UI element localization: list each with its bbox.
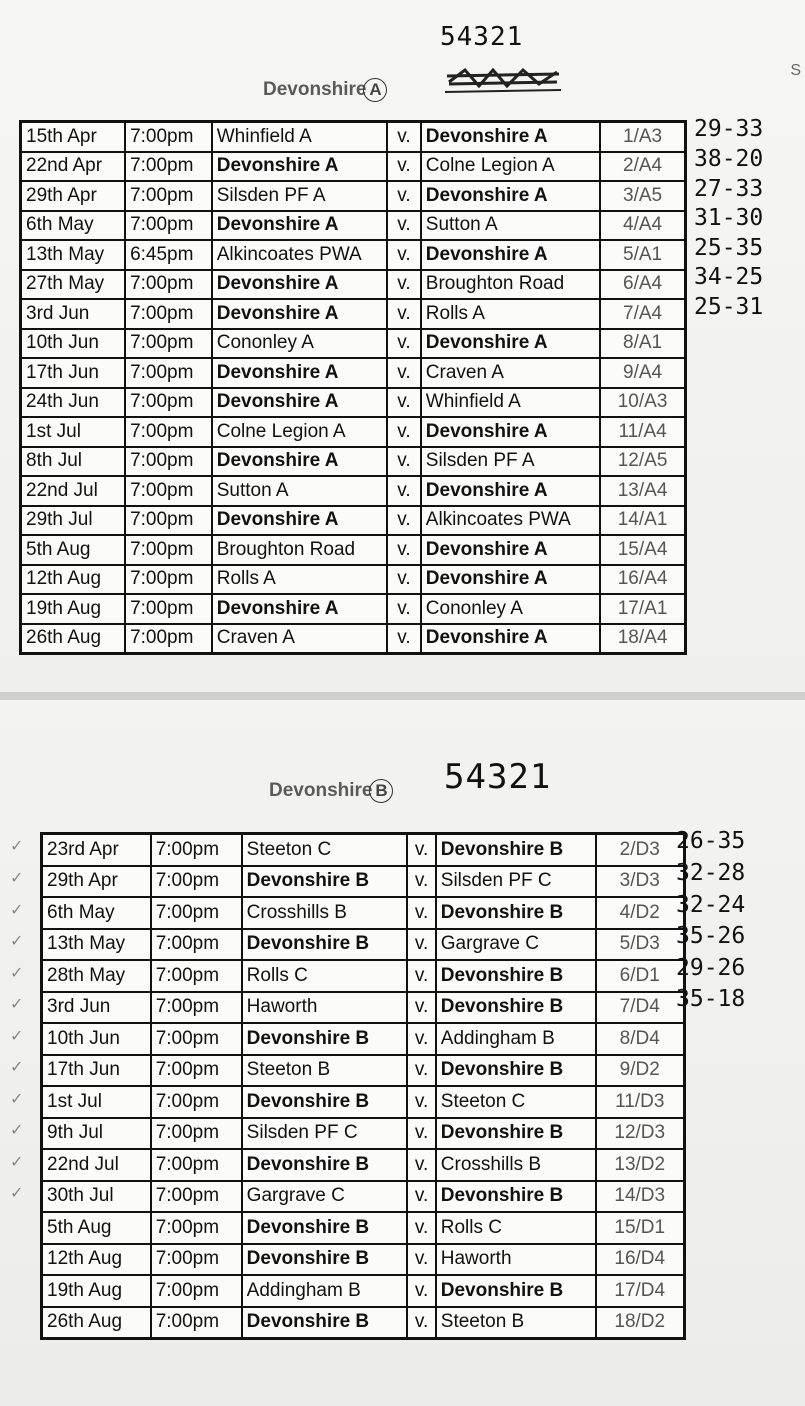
versus-label: v. (407, 1149, 435, 1181)
away-team: Devonshire A (421, 240, 600, 270)
fixture-date: 10th Jun (42, 1023, 151, 1055)
fixture-time: 7:00pm (151, 1023, 242, 1055)
fixture-ref: 16/D4 (596, 1244, 685, 1276)
fixture-date: 8th Jul (21, 447, 126, 477)
home-team: Devonshire B (242, 1149, 408, 1181)
tick-mark-icon: ✓ (10, 963, 24, 982)
fixture-date: 9th Jul (42, 1118, 151, 1150)
fixture-date: 1st Jul (42, 1086, 151, 1118)
fixture-ref: 2/A4 (600, 152, 685, 182)
fixture-ref: 16/A4 (600, 565, 685, 595)
fixture-date: 6th May (21, 211, 126, 241)
fixture-date: 23rd Apr (42, 834, 151, 866)
home-team: Devonshire A (212, 299, 387, 329)
fixture-time: 7:00pm (151, 897, 242, 929)
fixture-row (42, 1212, 685, 1244)
fixture-row (42, 1275, 685, 1307)
fixture-row (42, 992, 685, 1024)
tick-mark-icon: ✓ (10, 1057, 24, 1076)
versus-label: v. (387, 152, 421, 182)
away-team: Devonshire A (421, 329, 600, 359)
fixture-date: 30th Jul (42, 1181, 151, 1213)
handwritten-score: 29-26 (676, 955, 746, 981)
fixture-row (21, 506, 686, 536)
tick-mark-icon: ✓ (10, 868, 24, 887)
handwritten-score: 29-33 (694, 116, 764, 142)
versus-label: v. (407, 1181, 435, 1213)
home-team: Devonshire A (212, 594, 387, 624)
handwritten-score: 32-24 (676, 892, 746, 918)
away-team: Whinfield A (421, 388, 600, 418)
fixture-row (21, 240, 686, 270)
fixture-row (42, 866, 685, 898)
handwritten-score: 25-31 (694, 294, 764, 320)
fixture-time: 7:00pm (125, 447, 212, 477)
fixture-row (21, 181, 686, 211)
fixture-row (42, 929, 685, 961)
handwritten-score: 38-20 (694, 146, 764, 172)
versus-label: v. (407, 1212, 435, 1244)
fixture-ref: 7/D4 (596, 992, 685, 1024)
fixture-time: 7:00pm (125, 388, 212, 418)
fixture-ref: 9/A4 (600, 358, 685, 388)
home-team: Addingham B (242, 1275, 408, 1307)
fixture-time: 7:00pm (151, 1181, 242, 1213)
away-team: Devonshire A (421, 565, 600, 595)
home-team: Silsden PF C (242, 1118, 408, 1150)
fixture-ref: 17/D4 (596, 1275, 685, 1307)
away-team: Sutton A (421, 211, 600, 241)
away-team: Devonshire B (436, 1055, 596, 1087)
fixture-row (21, 624, 686, 654)
fixture-row (21, 152, 686, 182)
fixture-date: 26th Aug (42, 1307, 151, 1339)
edge-mark: S (790, 62, 801, 79)
fixture-time: 7:00pm (125, 299, 212, 329)
away-team: Devonshire B (436, 897, 596, 929)
handwritten-score: 35-26 (676, 923, 746, 949)
away-team: Alkincoates PWA (421, 506, 600, 536)
fixture-time: 7:00pm (151, 992, 242, 1024)
fixture-row (21, 447, 686, 477)
handwritten-score: 26-35 (676, 828, 746, 854)
home-team: Cononley A (212, 329, 387, 359)
fixture-date: 22nd Jul (21, 476, 126, 506)
fixture-time: 7:00pm (151, 960, 242, 992)
fixture-date: 6th May (42, 897, 151, 929)
fixture-ref: 12/D3 (596, 1118, 685, 1150)
home-team: Steeton B (242, 1055, 408, 1087)
fixture-date: 19th Aug (21, 594, 126, 624)
home-team: Devonshire A (212, 506, 387, 536)
home-team: Rolls C (242, 960, 408, 992)
fixture-ref: 18/A4 (600, 624, 685, 654)
fixture-time: 7:00pm (151, 1149, 242, 1181)
fixture-row (21, 417, 686, 447)
home-team: Devonshire A (212, 211, 387, 241)
fixture-row (21, 299, 686, 329)
tick-mark-icon: ✓ (10, 931, 24, 950)
fixture-sheet-b (0, 700, 805, 1406)
versus-label: v. (387, 565, 421, 595)
versus-label: v. (407, 897, 435, 929)
versus-label: v. (387, 358, 421, 388)
fixture-date: 5th Aug (21, 535, 126, 565)
fixture-date: 17th Jun (42, 1055, 151, 1087)
home-team: Devonshire B (242, 866, 408, 898)
versus-label: v. (387, 388, 421, 418)
fixture-date: 10th Jun (21, 329, 126, 359)
fixture-row (42, 1118, 685, 1150)
home-team: Devonshire A (212, 447, 387, 477)
versus-label: v. (387, 299, 421, 329)
away-team: Silsden PF A (421, 447, 600, 477)
tick-mark-icon: ✓ (10, 1183, 24, 1202)
away-team: Rolls C (436, 1212, 596, 1244)
versus-label: v. (387, 240, 421, 270)
fixture-row (21, 211, 686, 241)
fixture-time: 7:00pm (125, 565, 212, 595)
versus-label: v. (407, 1244, 435, 1276)
away-team: Devonshire A (421, 122, 600, 152)
home-team: Devonshire B (242, 1023, 408, 1055)
home-team: Devonshire B (242, 1244, 408, 1276)
fixture-time: 7:00pm (151, 834, 242, 866)
fixture-ref: 3/A5 (600, 181, 685, 211)
handwritten-score: 31-30 (694, 205, 764, 231)
fixture-row (42, 1149, 685, 1181)
fixture-table-a (19, 120, 687, 655)
fixture-ref: 11/D3 (596, 1086, 685, 1118)
fixture-row (21, 565, 686, 595)
fixture-ref: 14/D3 (596, 1181, 685, 1213)
fixture-ref: 13/D2 (596, 1149, 685, 1181)
fixture-ref: 4/D2 (596, 897, 685, 929)
fixture-ref: 2/D3 (596, 834, 685, 866)
fixture-date: 13th May (21, 240, 126, 270)
away-team: Gargrave C (436, 929, 596, 961)
versus-label: v. (387, 447, 421, 477)
away-team: Devonshire B (436, 960, 596, 992)
fixture-row (42, 897, 685, 929)
fixture-row (21, 358, 686, 388)
fixture-ref: 5/D3 (596, 929, 685, 961)
fixture-row (42, 960, 685, 992)
sheet-a-title (263, 78, 387, 102)
fixture-time: 7:00pm (151, 1086, 242, 1118)
fixture-row (42, 1023, 685, 1055)
fixture-date: 22nd Jul (42, 1149, 151, 1181)
fixture-time: 7:00pm (125, 417, 212, 447)
fixture-date: 28th May (42, 960, 151, 992)
fixture-row (42, 1181, 685, 1213)
home-team: Silsden PF A (212, 181, 387, 211)
home-team: Alkincoates PWA (212, 240, 387, 270)
versus-label: v. (387, 476, 421, 506)
home-team: Craven A (212, 624, 387, 654)
versus-label: v. (387, 417, 421, 447)
tick-mark-icon: ✓ (10, 900, 24, 919)
fixture-table-b (40, 832, 686, 1340)
versus-label: v. (407, 1275, 435, 1307)
versus-label: v. (387, 535, 421, 565)
fixture-time: 7:00pm (125, 122, 212, 152)
fixture-ref: 8/D4 (596, 1023, 685, 1055)
away-team: Devonshire A (421, 624, 600, 654)
fixture-date: 26th Aug (21, 624, 126, 654)
fixture-ref: 15/A4 (600, 535, 685, 565)
home-team: Devonshire A (212, 388, 387, 418)
away-team: Devonshire A (421, 535, 600, 565)
home-team: Whinfield A (212, 122, 387, 152)
fixture-time: 7:00pm (125, 152, 212, 182)
tick-mark-icon: ✓ (10, 1152, 24, 1171)
fixture-ref: 18/D2 (596, 1307, 685, 1339)
fixture-ref: 6/A4 (600, 270, 685, 300)
versus-label: v. (387, 270, 421, 300)
versus-label: v. (387, 624, 421, 654)
home-team: Crosshills B (242, 897, 408, 929)
home-team: Devonshire A (212, 358, 387, 388)
versus-label: v. (407, 1307, 435, 1339)
versus-label: v. (407, 1055, 435, 1087)
fixture-ref: 12/A5 (600, 447, 685, 477)
fixture-time: 7:00pm (151, 1055, 242, 1087)
fixture-time: 7:00pm (151, 1118, 242, 1150)
home-team: Devonshire B (242, 1086, 408, 1118)
fixture-ref: 8/A1 (600, 329, 685, 359)
handwritten-score: 34-25 (694, 264, 764, 290)
home-team: Colne Legion A (212, 417, 387, 447)
fixture-ref: 15/D1 (596, 1212, 685, 1244)
versus-label: v. (407, 866, 435, 898)
fixture-ref: 17/A1 (600, 594, 685, 624)
versus-label: v. (407, 1086, 435, 1118)
fixture-time: 7:00pm (125, 624, 212, 654)
fixture-row (21, 329, 686, 359)
fixture-time: 7:00pm (125, 535, 212, 565)
versus-label: v. (387, 329, 421, 359)
versus-label: v. (387, 506, 421, 536)
sheet-b-title (269, 779, 393, 803)
fixture-ref: 10/A3 (600, 388, 685, 418)
fixture-row (21, 122, 686, 152)
home-team: Sutton A (212, 476, 387, 506)
home-team: Gargrave C (242, 1181, 408, 1213)
away-team: Steeton C (436, 1086, 596, 1118)
handwritten-score: 25-35 (694, 235, 764, 261)
tick-mark-icon: ✓ (10, 994, 24, 1013)
home-team: Rolls A (212, 565, 387, 595)
away-team: Devonshire B (436, 992, 596, 1024)
fixture-time: 7:00pm (151, 1244, 242, 1276)
home-team: Devonshire A (212, 270, 387, 300)
scribbled-out-text (445, 62, 563, 96)
home-team: Devonshire B (242, 929, 408, 961)
fixture-row (42, 1307, 685, 1339)
fixture-ref: 3/D3 (596, 866, 685, 898)
handwritten-order-a: 54321 (440, 22, 524, 52)
fixture-time: 7:00pm (125, 506, 212, 536)
away-team: Devonshire B (436, 1118, 596, 1150)
fixture-row (21, 476, 686, 506)
away-team: Haworth (436, 1244, 596, 1276)
fixture-ref: 14/A1 (600, 506, 685, 536)
versus-label: v. (387, 211, 421, 241)
handwritten-score: 27-33 (694, 176, 764, 202)
away-team: Craven A (421, 358, 600, 388)
away-team: Devonshire A (421, 476, 600, 506)
fixture-time: 7:00pm (125, 329, 212, 359)
away-team: Devonshire A (421, 417, 600, 447)
away-team: Devonshire B (436, 1275, 596, 1307)
fixture-date: 24th Jun (21, 388, 126, 418)
fixture-date: 15th Apr (21, 122, 126, 152)
fixture-row (21, 535, 686, 565)
title-text: Devonshire (269, 780, 373, 801)
fixture-row (21, 594, 686, 624)
fixture-ref: 13/A4 (600, 476, 685, 506)
fixture-row (42, 1086, 685, 1118)
away-team: Addingham B (436, 1023, 596, 1055)
fixture-time: 7:00pm (151, 1212, 242, 1244)
fixture-date: 29th Apr (21, 181, 126, 211)
fixture-ref: 1/A3 (600, 122, 685, 152)
fixture-time: 7:00pm (125, 594, 212, 624)
fixture-row (21, 270, 686, 300)
fixture-date: 5th Aug (42, 1212, 151, 1244)
away-team: Silsden PF C (436, 866, 596, 898)
handwritten-score: 35-18 (676, 986, 746, 1012)
handwritten-score: 32-28 (676, 860, 746, 886)
fixture-ref: 7/A4 (600, 299, 685, 329)
fixture-date: 27th May (21, 270, 126, 300)
home-team: Devonshire B (242, 1212, 408, 1244)
fixture-time: 7:00pm (151, 929, 242, 961)
away-team: Devonshire A (421, 181, 600, 211)
fixture-date: 29th Apr (42, 866, 151, 898)
away-team: Devonshire B (436, 1181, 596, 1213)
tick-mark-icon: ✓ (10, 1026, 24, 1045)
fixture-time: 7:00pm (151, 866, 242, 898)
fixture-ref: 4/A4 (600, 211, 685, 241)
fixture-ref: 6/D1 (596, 960, 685, 992)
fixture-date: 12th Aug (21, 565, 126, 595)
fixture-ref: 11/A4 (600, 417, 685, 447)
fixture-row (42, 834, 685, 866)
fixture-date: 19th Aug (42, 1275, 151, 1307)
home-team: Devonshire B (242, 1307, 408, 1339)
home-team: Steeton C (242, 834, 408, 866)
away-team: Crosshills B (436, 1149, 596, 1181)
fixture-date: 3rd Jun (21, 299, 126, 329)
handwritten-order-b: 54321 (444, 757, 552, 797)
away-team: Colne Legion A (421, 152, 600, 182)
fixture-time: 7:00pm (125, 181, 212, 211)
fixture-ref: 9/D2 (596, 1055, 685, 1087)
versus-label: v. (407, 960, 435, 992)
tick-mark-icon: ✓ (10, 1089, 24, 1108)
versus-label: v. (407, 1023, 435, 1055)
fixture-row (42, 1244, 685, 1276)
fixture-row (42, 1055, 685, 1087)
fixture-time: 6:45pm (125, 240, 212, 270)
fixture-sheet-a (0, 0, 805, 692)
fixture-date: 12th Aug (42, 1244, 151, 1276)
fixture-time: 7:00pm (125, 358, 212, 388)
fixture-time: 7:00pm (125, 476, 212, 506)
fixture-date: 22nd Apr (21, 152, 126, 182)
home-team: Devonshire A (212, 152, 387, 182)
team-letter-circled: A (363, 78, 387, 102)
versus-label: v. (407, 834, 435, 866)
fixture-time: 7:00pm (151, 1275, 242, 1307)
fixture-date: 13th May (42, 929, 151, 961)
home-team: Haworth (242, 992, 408, 1024)
versus-label: v. (387, 181, 421, 211)
tick-mark-icon: ✓ (10, 1120, 24, 1139)
away-team: Rolls A (421, 299, 600, 329)
away-team: Devonshire B (436, 834, 596, 866)
fixture-date: 1st Jul (21, 417, 126, 447)
fixture-time: 7:00pm (151, 1307, 242, 1339)
away-team: Cononley A (421, 594, 600, 624)
versus-label: v. (387, 594, 421, 624)
fixture-time: 7:00pm (125, 270, 212, 300)
home-team: Broughton Road (212, 535, 387, 565)
away-team: Steeton B (436, 1307, 596, 1339)
fixture-time: 7:00pm (125, 211, 212, 241)
away-team: Broughton Road (421, 270, 600, 300)
versus-label: v. (407, 992, 435, 1024)
fixture-ref: 5/A1 (600, 240, 685, 270)
fixture-row (21, 388, 686, 418)
fixture-date: 17th Jun (21, 358, 126, 388)
versus-label: v. (407, 1118, 435, 1150)
fixture-date: 3rd Jun (42, 992, 151, 1024)
team-letter-circled: B (369, 779, 393, 803)
title-text: Devonshire (263, 79, 367, 100)
fixture-date: 29th Jul (21, 506, 126, 536)
versus-label: v. (407, 929, 435, 961)
tick-mark-icon: ✓ (10, 836, 24, 855)
versus-label: v. (387, 122, 421, 152)
